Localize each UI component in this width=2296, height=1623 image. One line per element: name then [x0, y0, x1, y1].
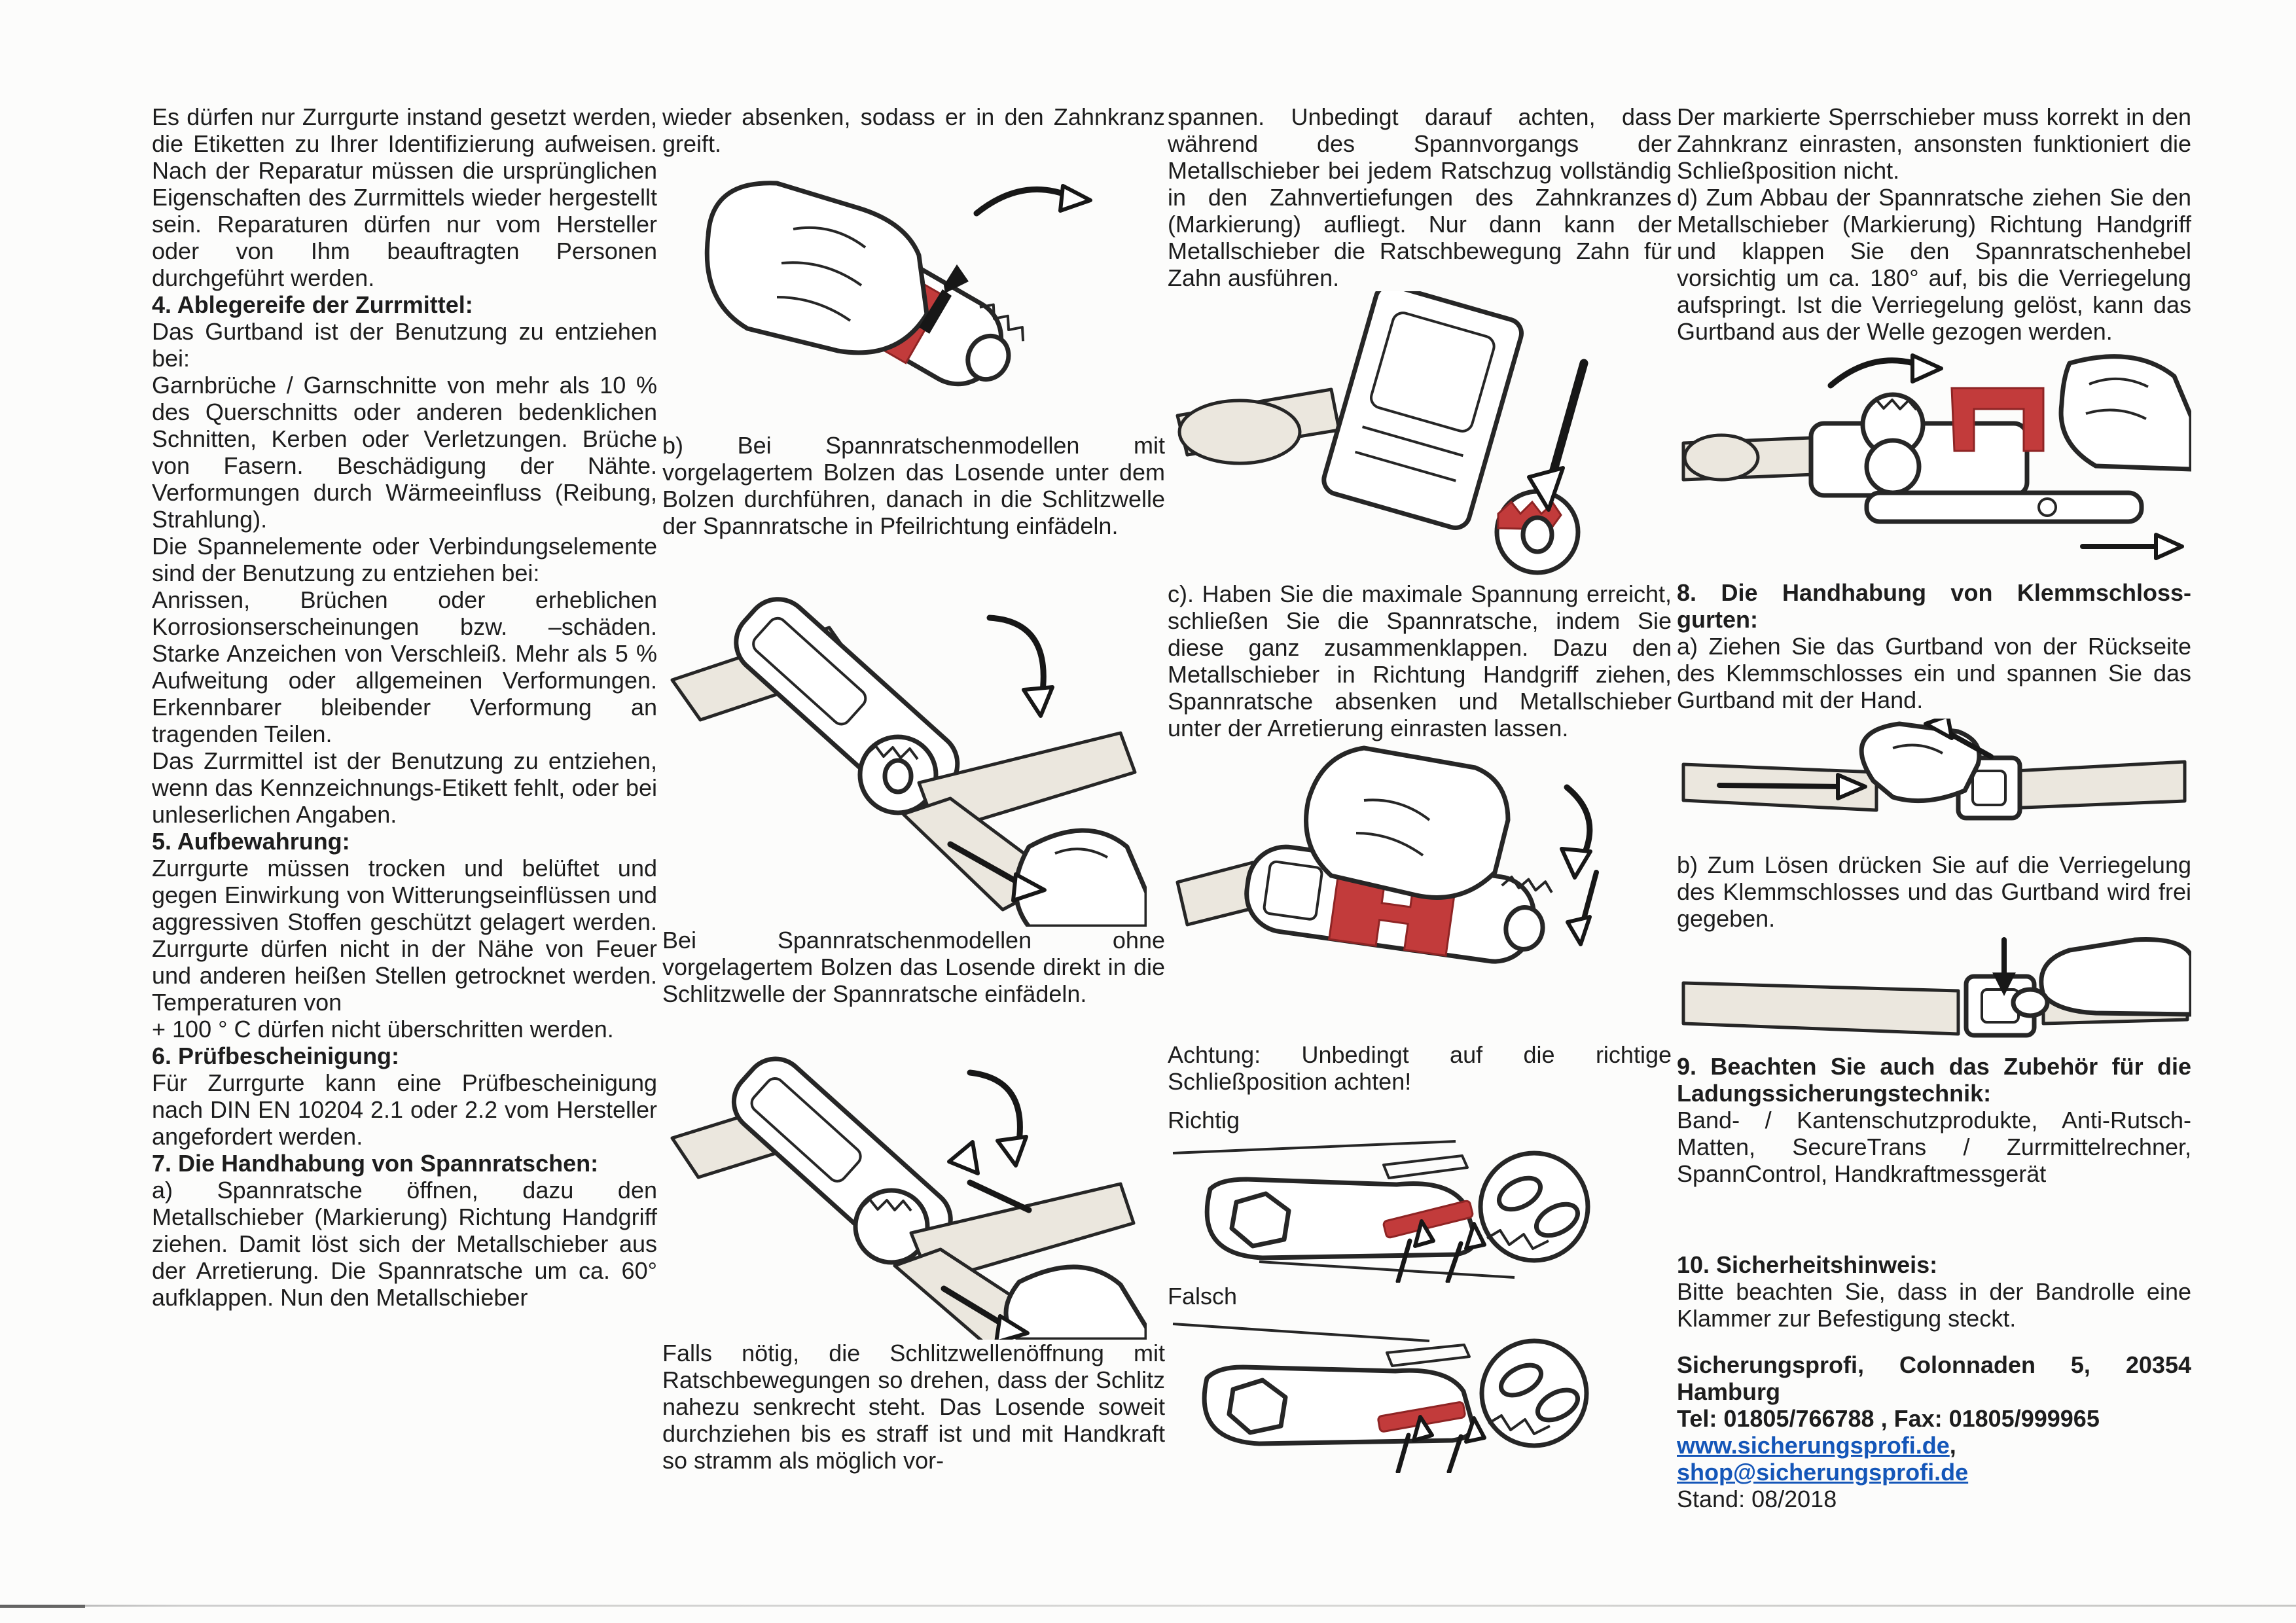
column-4 [1677, 103, 2191, 1512]
zahnkranz-marking-illustration [1168, 291, 1652, 580]
ratchet-thread-direct-illustration [662, 1007, 1147, 1340]
curved-arrow [1831, 361, 1922, 385]
column-3 [1168, 103, 1672, 1473]
paragraph-sperrschieber: Der markierte Sperrschieber muss korrekt in den Zahnkranz einrasten, ansonsten funktioniert die Schließposition nicht. [1677, 103, 2191, 184]
curved-arrow [990, 618, 1043, 696]
paragraph-c-schliessen: c). Haben Sie die maximale Spannung erreicht, schließen Sie die Spannratsche, indem Sie diese ganz zusammenklappen. Dazu den Metallschieber in Richtung Handgriff ziehen, Spannratsche absenken und Metallschieber unter der Arretierung einrasten lassen. [1168, 580, 1672, 741]
label-richtig: Richtig [1168, 1107, 1240, 1133]
hand-icon [707, 183, 927, 353]
column-2 [662, 103, 1165, 1474]
footer-links [1677, 1432, 2191, 1486]
ratchet-open-flat-illustration [1677, 345, 2191, 567]
heading-8-klemmschloss: 8. Die Handhabung von Klemmschloss-gurten: [1677, 579, 2191, 633]
paragraph-aufbewahrung: Zurrgurte müssen trocken und belüftet und gegen Einwirkung von Witterungseinflüssen und aggressiven Stoffen geschützt gelagert werden. Zurrgurte dürfen nicht in der Nähe von Feuer und anderen heißen Stellen getrocknet werden. Temperaturen von [152, 855, 657, 1016]
paragraph-garn: Garnbrüche / Garnschnitte von mehr als 10 % des Querschnitts oder anderen bedenklichen Schnitten, Kerben oder Verletzungen. Brüche von Fasern. Beschädigung der Nähte. Verformungen durch Wärmeeinfluss (Reibung, Strahlung). [152, 372, 657, 533]
hand-icon [1016, 830, 1147, 927]
klemmschloss-thread-illustration [1677, 719, 2191, 846]
scan-artifact-line [0, 1605, 2296, 1607]
heading-9-zubehoer: 9. Beachten Sie auch das Zubehör für die Ladungssicherungstechnik: [1677, 1053, 2191, 1107]
footer [1677, 1351, 2191, 1512]
hand-icon [1861, 724, 1979, 801]
email-link[interactable]: shop@sicherungsprofi.de [1677, 1459, 1969, 1486]
paragraph-temperatur: + 100 ° C dürfen nicht überschritten werden. [152, 1016, 614, 1043]
footer-date: Stand: 08/2018 [1677, 1486, 1837, 1512]
hand-icon [1306, 748, 1508, 897]
footer-address: Sicherungsprofi, Colonnaden 5, 20354 Hamburg [1677, 1351, 2191, 1405]
paragraph-wieder-absenken: wieder absenken, sodass er in den Zahnkranz greift. [662, 103, 1165, 157]
paragraph-anrissen: Anrissen, Brüchen oder erheblichen Korrosionserscheinungen bzw. –schäden. Starke Anzeichen von Verschleiß. Mehr als 5 % Aufweitung oder allgemeinen Verformungen. Erkennbarer bleibender Verformung an tragenden Teilen. [152, 586, 657, 747]
paragraph-klemm-b: b) Zum Lösen drücken Sie auf die Verriegelung des Klemmschlosses und das Gurtband wird frei gegeben. [1677, 851, 2191, 932]
label-falsch: Falsch [1168, 1283, 1238, 1310]
heading-5-aufbewahrung: 5. Aufbewahrung: [152, 828, 350, 855]
ratchet-thread-strap-illustration [662, 539, 1147, 927]
curved-arrow [970, 1073, 1020, 1146]
paragraph-spannelemente: Die Spannelemente oder Verbindungselemente sind der Benutzung zu entziehen bei: [152, 533, 657, 586]
paragraph-zubehoer: Band- / Kantenschutzprodukte, Anti-Rutsch-Matten, SecureTrans / Zurrmittelrechner, SpannControl, Handkraftmessgerät [1677, 1107, 2191, 1187]
column-1 [152, 103, 657, 1311]
ratchet-close-hand-illustration [1168, 741, 1652, 1020]
ratchet-hand-engage-illustration [662, 157, 1147, 432]
paragraph-d-abbau: d) Zum Abbau der Spannratsche ziehen Sie den Metallschieber (Markierung) Richtung Handgriff und klappen Sie den Spannratschenhebel vorsichtig um ca. 180° auf, bis die Verriegelung aufspringt. Ist die Verriegelung gelöst, kann das Gurtband aus der Welle gezogen werden. [1677, 184, 2191, 345]
paragraph-klemm-a: a) Ziehen Sie das Gurtband von der Rückseite des Klemmschlosses ein und spannen Sie das Gurtband mit der Hand. [1677, 633, 2191, 713]
paragraph-gurtband: Das Gurtband ist der Benutzung zu entziehen bei: [152, 318, 657, 372]
paragraph-repair: Es dürfen nur Zurrgurte instand gesetzt werden, die Etiketten zu Ihrer Identifizierung aufweisen. Nach der Reparatur müssen die ursprünglichen Eigenschaften des Zurrmittels wieder hergestellt sein. Reparaturen dürfen nur vom Hersteller oder von Ihm beauftragten Personen durchgeführt werden. [152, 103, 657, 291]
falsch-position-illustration [1168, 1310, 1652, 1473]
link-separator: , [1949, 1432, 1956, 1459]
paragraph-vorgelagerter-bolzen: b) Bei Spannratschenmodellen mit vorgelagertem Bolzen das Losende unter dem Bolzen durchführen, danach in die Schlitzwelle der Spannratsche in Pfeilrichtung einfädeln. [662, 432, 1165, 539]
paragraph-ohne-bolzen: Bei Spannratschenmodellen ohne vorgelagertem Bolzen das Losende direkt in die Schlitzwelle der Spannratsche einfädeln. [662, 927, 1165, 1007]
hand-icon [2041, 940, 2191, 1015]
footer-phone: Tel: 01805/766788 , Fax: 01805/999965 [1677, 1405, 2100, 1432]
hand-icon [1006, 1267, 1147, 1340]
paragraph-spannen: spannen. Unbedingt darauf achten, dass während des Spannvorgangs der Metallschieber bei jedem Ratschzug vollständig in den Zahnvertiefungen des Zahnkranzes (Markierung) aufliegt. Nur dann kann der Metallschieber die Ratschbewegung Zahn für Zahn ausführen. [1168, 103, 1672, 291]
heading-6-pruefbescheinigung: 6. Prüfbescheinigung: [152, 1043, 400, 1069]
scan-artifact-line-dark [0, 1605, 85, 1608]
heading-10-sicherheitshinweis: 10. Sicherheitshinweis: [1677, 1251, 1938, 1278]
paragraph-pruef: Für Zurrgurte kann eine Prüfbescheinigung nach DIN EN 10204 2.1 oder 2.2 vom Hersteller angefordert werden. [152, 1069, 657, 1150]
paragraph-falls-noetig: Falls nötig, die Schlitzwellenöffnung mit Ratschbewegungen so drehen, dass der Schlitz nahezu senkrecht steht. Das Losende soweit durchziehen bis es straff ist und mit Handkraft so stramm als möglich vor- [662, 1340, 1165, 1474]
paragraph-spannratsche-a: a) Spannratsche öffnen, dazu den Metallschieber (Markierung) Richtung Handgriff ziehen. Damit löst sich der Metallschieber aus der Arretierung. Die Spannratsche um ca. 60° aufklappen. Nun den Metallschieber [152, 1177, 657, 1311]
paragraph-zurrmittel: Das Zurrmittel ist der Benutzung zu entziehen, wenn das Kennzeichnungs-Etikett fehlt, oder bei unleserlichen Angaben. [152, 747, 657, 828]
paragraph-sicherheit: Bitte beachten Sie, dass in der Bandrolle eine Klammer zur Befestigung steckt. [1677, 1278, 2191, 1332]
klemmschloss-release-illustration [1677, 936, 2191, 1048]
down-arrow [1552, 363, 1584, 474]
heading-4-ablegereife: 4. Ablegereife der Zurrmittel: [152, 291, 473, 318]
richtig-position-illustration [1168, 1133, 1652, 1283]
website-link[interactable]: www.sicherungsprofi.de [1677, 1432, 1950, 1459]
heading-7-spannratschen: 7. Die Handhabung von Spannratschen: [152, 1150, 599, 1177]
paragraph-achtung: Achtung: Unbedingt auf die richtige Schließposition achten! [1168, 1041, 1672, 1095]
